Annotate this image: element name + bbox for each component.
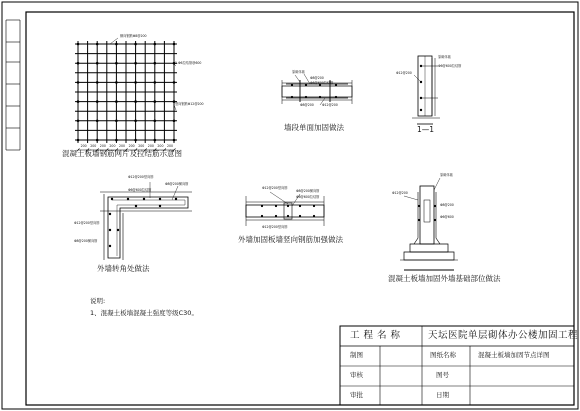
- corner-label-4: Φ12@200竖向筋: [74, 221, 100, 225]
- tie-bar-dot: [115, 43, 118, 46]
- foundation-label-tie: Φ6@600: [440, 215, 454, 219]
- tie-bar-dot: [96, 139, 99, 142]
- tie-bar-dot: [173, 139, 176, 142]
- tie-bar-dot: [115, 100, 118, 103]
- tie-bar-dot: [77, 100, 80, 103]
- row-label-reviewed: 审核: [350, 371, 363, 379]
- row-field-drawing-number: 图号: [436, 371, 449, 379]
- tie-bar-dot: [96, 120, 99, 123]
- foundation-title: 混凝土板墙加固外墙基础部位做法: [388, 274, 501, 283]
- tie-bar-dot: [154, 139, 157, 142]
- project-label: 工 程 名 称: [350, 330, 401, 341]
- tie-bar-dot: [134, 100, 137, 103]
- single-side-title: 墙段单面加固做法: [284, 123, 344, 132]
- tie-bar-dot: [134, 81, 137, 84]
- row-label-approved: 审批: [350, 391, 363, 399]
- foundation-detail-drawing: [400, 178, 458, 270]
- tie-bar-dot: [77, 81, 80, 84]
- tie-bar-dot: [115, 62, 118, 65]
- mesh-spacing-label: 200: [90, 143, 97, 148]
- corner-label-1: Φ12@200竖向筋: [128, 175, 154, 179]
- mesh-label-tie: 1.Φ6拉结筋@600: [175, 61, 202, 65]
- section-1-1-drawing: [412, 56, 440, 124]
- corner-label-2: Φ8@200横向筋: [165, 182, 189, 186]
- joint-label-4: Φ12@200竖向筋: [262, 225, 288, 229]
- row-field-drawing-name: 图纸名称: [430, 351, 456, 359]
- tie-bar-dot: [173, 120, 176, 123]
- corner-title: 外墙转角处做法: [97, 264, 150, 273]
- foundation-label-h: Φ8@200: [440, 203, 454, 207]
- corner-label-3: Φ6@600拉结筋: [128, 188, 152, 192]
- section-label-v: Φ12@200: [396, 71, 412, 75]
- tie-bar-dot: [134, 120, 137, 123]
- single-label-v: Φ12@200: [322, 103, 338, 107]
- tie-bar-dot: [134, 62, 137, 65]
- tie-bar-dot: [154, 81, 157, 84]
- binding-strip: [6, 20, 20, 150]
- mesh-label-vertical: 竖向钢筋Φ12@200: [175, 102, 204, 106]
- single-label-wall: 原砌体墙: [292, 70, 305, 74]
- tie-bar-dot: [77, 43, 80, 46]
- project-name: 天坛医院单层砌体办公楼加固工程: [428, 330, 579, 341]
- mesh-spacing-label: 200: [167, 143, 174, 148]
- tie-bar-dot: [96, 81, 99, 84]
- mesh-spacing-label: 200: [80, 143, 87, 148]
- tie-bar-dot: [96, 43, 99, 46]
- foundation-label-v: Φ12@200: [392, 191, 408, 195]
- mesh-plan-title: 混凝土板墙钢筋网片及拉结筋示意图: [62, 149, 182, 158]
- joint-label-1: Φ12@200竖向筋: [262, 186, 288, 190]
- section-1-1-title: 1—1: [417, 125, 435, 134]
- tie-bar-dot: [115, 81, 118, 84]
- notes-item-1: 1、混凝土板墙混凝土强度等级C30。: [90, 309, 198, 317]
- mesh-label-horizontal: 横向钢筋Φ8@200: [120, 34, 147, 38]
- mesh-spacing-label: 200: [109, 143, 116, 148]
- mesh-spacing-label: 200: [99, 143, 106, 148]
- tie-bar-dot: [173, 43, 176, 46]
- mesh-spacing-label: 200: [147, 143, 154, 148]
- mesh-plan-drawing: [75, 38, 177, 152]
- mesh-spacing-label: 200: [128, 143, 135, 148]
- foundation-label-wall: 原砌体墙: [440, 173, 453, 177]
- mesh-spacing-label: 200: [138, 143, 145, 148]
- tie-bar-dot: [77, 120, 80, 123]
- tie-bar-dot: [154, 43, 157, 46]
- tie-bar-dot: [115, 120, 118, 123]
- vertical-joint-title: 外墙加固板墙竖向钢筋加强做法: [238, 235, 343, 244]
- notes-heading: 说明:: [90, 297, 106, 305]
- single-label-h2: Φ8@200: [300, 103, 314, 107]
- tie-bar-dot: [173, 81, 176, 84]
- tie-bar-dot: [77, 139, 80, 142]
- tie-bar-dot: [77, 62, 80, 65]
- row-value-drawing-name: 混凝土板墙加固节点详图: [478, 351, 550, 359]
- tie-bar-dot: [96, 62, 99, 65]
- tie-bar-dot: [154, 100, 157, 103]
- section-label-tie: Φ6@600拉结筋: [438, 64, 462, 68]
- tie-bar-dot: [115, 139, 118, 142]
- tie-bar-dot: [154, 62, 157, 65]
- section-label-wall: 原砌体墙: [438, 55, 451, 59]
- row-field-date: 日期: [436, 391, 449, 399]
- row-label-drawn: 制图: [350, 351, 363, 359]
- mesh-spacing-label: 200: [157, 143, 164, 148]
- mesh-spacing-label: 200: [119, 143, 126, 148]
- single-label-tie: Φ6@600拉结筋: [310, 81, 334, 85]
- tie-bar-dot: [134, 139, 137, 142]
- tie-bar-dot: [134, 43, 137, 46]
- tie-bar-dot: [154, 120, 157, 123]
- joint-label-2: Φ8@200横向筋: [296, 189, 320, 193]
- corner-label-5: Φ8@200横向筋: [74, 239, 98, 243]
- tie-bar-dot: [96, 100, 99, 103]
- corner-detail-drawing: [100, 182, 192, 260]
- joint-label-3: Φ6@600拉结筋: [296, 195, 320, 199]
- single-label-h: Φ8@200: [310, 76, 324, 80]
